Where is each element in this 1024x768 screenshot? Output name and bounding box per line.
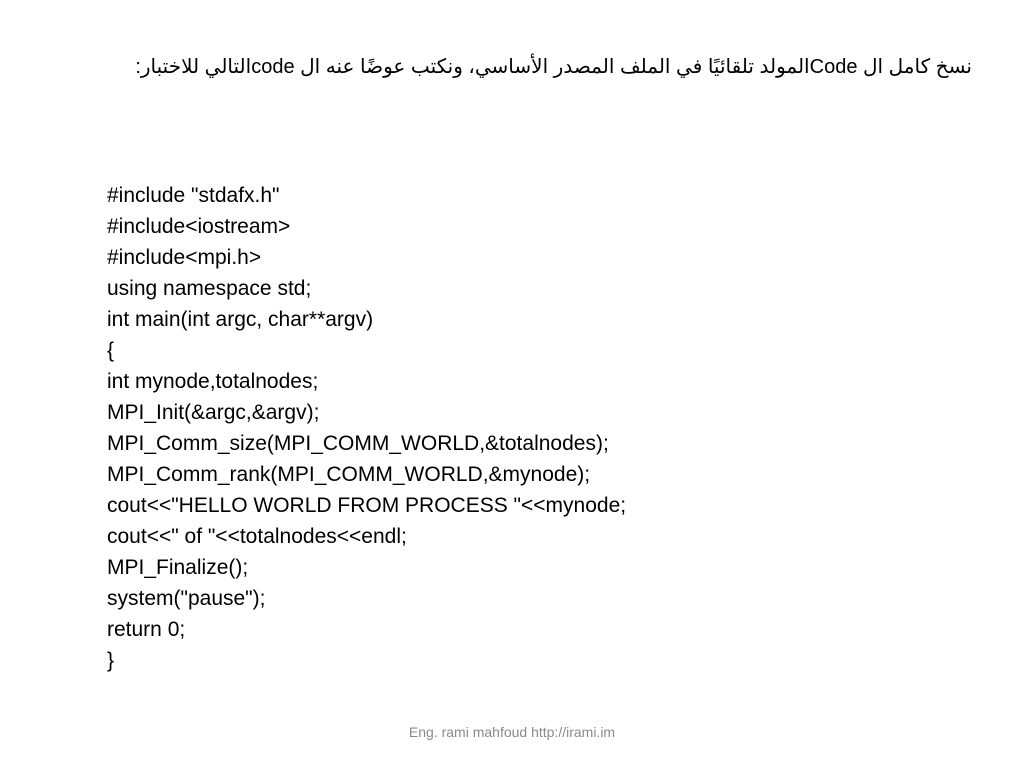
code-block: [107, 180, 907, 676]
slide-footer: Eng. rami mahfoud http://irami.im: [408, 724, 616, 740]
code-line: using namespace std;: [107, 277, 312, 300]
code-line: MPI_Init(&argc,&argv);: [107, 401, 320, 424]
code-line: }: [107, 649, 115, 672]
code-line: {: [107, 339, 115, 362]
code-line: MPI_Comm_size(MPI_COMM_WORLD,&totalnodes);: [107, 432, 609, 455]
code-line: MPI_Finalize();: [107, 556, 249, 579]
code-line: cout<<" of "<<totalnodes<<endl;: [107, 525, 407, 548]
code-line: #include<iostream>: [107, 215, 291, 238]
slide-heading: نسخ كامل ال Codeالمولد تلقائيًا في الملف المصدر الأساسي، ونكتب عوضًا عنه ال codeالتالي للاختبار:: [135, 56, 972, 78]
code-line: #include<mpi.h>: [107, 246, 262, 269]
code-line: #include "stdafx.h": [107, 184, 280, 207]
code-line: int main(int argc, char**argv): [107, 308, 374, 331]
code-line: cout<<"HELLO WORLD FROM PROCESS "<<mynode;: [107, 494, 627, 517]
code-line: int mynode,totalnodes;: [107, 370, 319, 393]
code-line: return 0;: [107, 618, 186, 641]
code-line: MPI_Comm_rank(MPI_COMM_WORLD,&mynode);: [107, 463, 591, 486]
code-line: system("pause");: [107, 587, 266, 610]
